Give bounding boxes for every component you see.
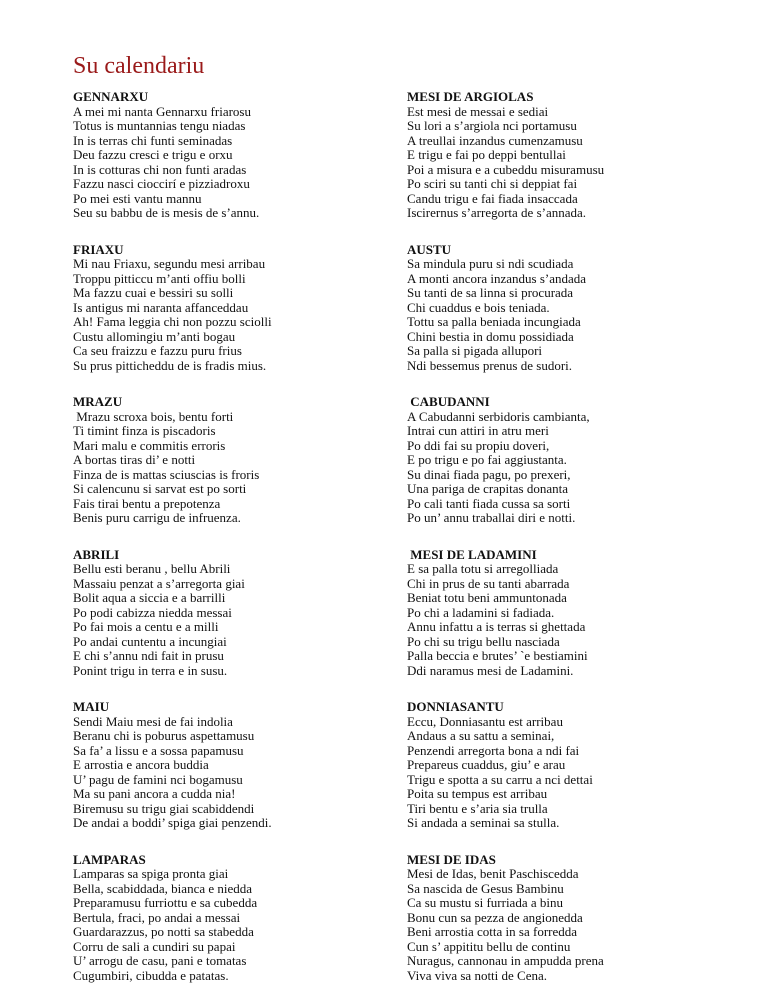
poem-line: U’ arrogu de casu, pani e tomatas: [73, 953, 247, 968]
poem-line: Custu allomingiu m’anti bogau: [73, 328, 236, 344]
poem-verse: [73, 257, 373, 373]
poem-title: MAIU: [73, 699, 110, 714]
poem-line: Su lori a s’argiola nci portamusu: [407, 118, 577, 133]
poem-section: [73, 90, 373, 221]
poem-line: Annu infattu a is terras si ghettada: [407, 619, 586, 634]
poem-verse: [407, 562, 707, 678]
poem-line: Po fai mois a centu e a milli: [73, 619, 219, 634]
poem-line: Totus is muntannias tengu niadas: [73, 118, 246, 133]
poem-verse: [407, 867, 707, 983]
poem-line: Palla beccia e brutes’ `e bestiamini: [407, 648, 588, 663]
poem-line: De andai a boddi’ spiga giai penzendi.: [73, 815, 272, 830]
poem-section: [73, 700, 373, 831]
poem-line: Beni arrostia cotta in sa forredda: [407, 924, 578, 939]
poem-line: Finza de is mattas sciuscias is froris: [73, 466, 260, 482]
poem-line: Lamparas sa spiga pronta giai: [73, 866, 229, 881]
poem-line: Benis puru carrigu de infruenza.: [73, 510, 241, 525]
poem-line: Beniat totu beni ammuntonada: [407, 590, 567, 605]
poem-line: Ah! Fama leggia chi non pozzu sciolli: [73, 314, 272, 329]
poem-line: Prepareus cuaddus, giu’ e arau: [407, 757, 566, 772]
poem-verse: [407, 257, 707, 373]
poem-line: Ndi bessemus prenus de sudori.: [407, 357, 573, 373]
poem-line: E chi s’annu ndi fait in prusu: [73, 648, 224, 663]
poem-section: [407, 243, 707, 374]
poem-line: Fazzu nasci cioccirí e pizziadroxu: [73, 176, 250, 191]
poem-line: E arrostia e ancora buddia: [73, 757, 209, 772]
poem-verse: [407, 105, 707, 221]
poem-line: Iscirernus s’arregorta de s’annada.: [407, 205, 587, 220]
poem-line: Eccu, Donniasantu est arribau: [407, 713, 563, 729]
poem-line: E po trigu e po fai aggiustanta.: [407, 452, 567, 467]
poem-line: Ma fazzu cuai e bessiri su solli: [73, 285, 234, 300]
poem-line: Si calencunu si sarvat est po sorti: [73, 481, 247, 496]
poem-line: Chi in prus de su tanti abarrada: [407, 575, 570, 591]
poem-verse: [73, 715, 373, 831]
poem-line: Ca seu fraizzu e fazzu puru frius: [73, 343, 242, 358]
poem-line: E trigu e fai po deppi bentullai: [407, 147, 566, 162]
poem-line: Po ddi fai su propiu doveri,: [407, 437, 550, 453]
poem-line: Bonu cun sa pezza de angionedda: [407, 909, 583, 925]
poem-line: Deu fazzu cresci e trigu e orxu: [73, 147, 233, 162]
poem-line: Poi a misura e a cubeddu misuramusu: [407, 161, 605, 177]
poem-line: Cun s’ appititu bellu de continu: [407, 938, 571, 954]
poem-line: Sa palla si pigada allupori: [407, 343, 543, 358]
poem-line: Biremusu su trigu giai scabiddendi: [73, 800, 255, 816]
poem-line: Massaiu penzat a s’arregorta giai: [73, 575, 245, 591]
poem-line: Ddi naramus mesi de Ladamini.: [407, 662, 574, 678]
poem-line: Intrai cun attiri in atru meri: [407, 423, 549, 438]
poem-line: Una pariga de crapitas donanta: [407, 481, 568, 496]
poem-line: Penzendi arregorta bona a ndi fai: [407, 742, 580, 758]
poem-line: Sa nascida de Gesus Bambinu: [407, 880, 564, 896]
poem-line: Chini bestia in domu possidiada: [407, 328, 574, 344]
poem-line: A treullai inzandus cumenzamusu: [407, 132, 583, 148]
poem-title: GENNARXU: [73, 89, 149, 104]
poem-line: Seu su babbu de is mesis de s’annu.: [73, 205, 260, 220]
poem-line: Mi nau Friaxu, segundu mesi arribau: [73, 256, 266, 271]
poem-line: Mesi de Idas, benit Paschiscedda: [407, 866, 579, 881]
poem-line: Mrazu scroxa bois, bentu forti: [73, 408, 234, 424]
poem-verse: [73, 410, 373, 526]
poem-title: AUSTU: [407, 241, 452, 257]
poem-line: Ti timint finza is piscadoris: [73, 423, 216, 438]
poem-line: Bellu esti beranu , bellu Abrili: [73, 561, 231, 576]
poem-line: Nuragus, cannonau in ampudda prena: [407, 953, 604, 968]
poem-line: Mari malu e commitis erroris: [73, 437, 226, 453]
poem-verse: [73, 105, 373, 221]
poem-line: Guardarazzus, po notti sa stabedda: [73, 924, 254, 939]
poem-line: Po sciri su tanti chi si deppiat fai: [407, 176, 578, 191]
poem-title: ABRILI: [73, 546, 120, 562]
poem-section: [73, 548, 373, 679]
poem-title: MESI DE ARGIOLAS: [407, 89, 534, 104]
left-column: [73, 90, 373, 983]
poem-line: Ponint trigu in terra e in susu.: [73, 662, 228, 678]
poem-line: In is terras chi funti seminadas: [73, 132, 233, 148]
poem-title: FRIAXU: [73, 241, 124, 257]
poem-line: A monti ancora inzandus s’andada: [407, 270, 587, 286]
poem-line: Fais tirai bentu a prepotenza: [73, 495, 221, 511]
poem-line: Su tanti de sa linna si procurada: [407, 285, 574, 300]
poem-verse: [407, 715, 707, 831]
poem-section: [407, 395, 707, 526]
poem-line: Cugumbiri, cibudda e patatas.: [73, 967, 229, 983]
poem-line: Ca su mustu si furriada a binu: [407, 895, 563, 910]
poem-line: Andaus a su sattu a seminai,: [407, 728, 555, 743]
poem-verse: [73, 867, 373, 983]
poem-line: Si andada a seminai sa stulla.: [407, 815, 560, 830]
poem-line: Corru de sali a cundiri su papai: [73, 938, 236, 954]
poem-line: Sa fa’ a lissu e a sossa papamusu: [73, 742, 244, 758]
poem-line: A Cabudanni serbidoris cambianta,: [407, 408, 590, 424]
poem-verse: [73, 562, 373, 678]
poem-line: Bolit aqua a siccia e a barrilli: [73, 590, 226, 605]
poem-line: Chi cuaddus e bois teniada.: [407, 299, 550, 315]
poem-line: Po podi cabizza niedda messai: [73, 604, 232, 620]
poem-line: Poita su tempus est arribau: [407, 786, 548, 801]
poem-line: A bortas tiras di’ e notti: [73, 452, 196, 467]
poem-section: [407, 90, 707, 221]
poem-line: Est mesi de messai e sediai: [407, 103, 549, 119]
poem-line: Bertula, fraci, po andai a messai: [73, 909, 241, 925]
poem-line: Po cali tanti fiada cussa sa sorti: [407, 495, 571, 511]
poem-line: Ma su pani ancora a cudda nia!: [73, 786, 236, 801]
poem-title: MESI DE IDAS: [407, 851, 496, 867]
poem-section: [407, 853, 707, 984]
poem-line: Bella, scabiddada, bianca e niedda: [73, 880, 253, 896]
poem-line: Po andai cuntentu a incungiai: [73, 633, 227, 649]
poem-section: [407, 548, 707, 679]
poem-line: Is antigus mi naranta affanceddau: [73, 299, 249, 315]
poem-title: CABUDANNI: [407, 394, 490, 409]
poem-line: Preparamusu furriottu e sa cubedda: [73, 895, 258, 910]
poem-line: Po mei esti vantu mannu: [73, 190, 202, 206]
poem-section: [73, 395, 373, 526]
poem-line: Tottu sa palla beniada incungiada: [407, 314, 581, 329]
poem-line: A mei mi nanta Gennarxu friarosu: [73, 103, 251, 119]
poem-line: Po chi su trigu bellu nasciada: [407, 633, 560, 649]
poem-line: Troppu pitticcu m’anti offiu bolli: [73, 270, 246, 286]
poem-section: [73, 853, 373, 984]
poem-line: Sendi Maiu mesi de fai indolia: [73, 713, 233, 729]
poem-line: E sa palla totu si arregolliada: [407, 561, 559, 576]
poem-title: DONNIASANTU: [407, 699, 504, 714]
poem-line: In is cotturas chi non funti aradas: [73, 161, 247, 177]
poem-line: Po un’ annu traballai diri e notti.: [407, 510, 576, 525]
poem-line: Viva viva sa notti de Cena.: [407, 967, 548, 983]
poem-line: U’ pagu de famini nci bogamusu: [73, 771, 243, 787]
poem-line: Su prus pitticheddu de is fradis mius.: [73, 357, 267, 373]
poem-line: Beranu chi is poburus aspettamusu: [73, 728, 255, 743]
poem-line: Candu trigu e fai fiada insaccada: [407, 190, 578, 206]
poem-section: [73, 243, 373, 374]
page-title: Su calendariu: [73, 53, 205, 79]
poem-title: MRAZU: [73, 394, 123, 409]
poem-line: Po chi a ladamini si fadiada.: [407, 604, 555, 620]
poem-title: LAMPARAS: [73, 851, 146, 867]
poem-section: [407, 700, 707, 831]
poem-verse: [407, 410, 707, 526]
poem-line: Trigu e spotta a su carru a nci dettai: [407, 771, 593, 787]
right-column: [407, 90, 707, 983]
poem-line: Tiri bentu e s’aria sia trulla: [407, 800, 548, 816]
poem-line: Su dinai fiada pagu, po prexeri,: [407, 466, 571, 482]
poem-title: MESI DE LADAMINI: [407, 546, 537, 562]
poem-line: Sa mindula puru si ndi scudiada: [407, 256, 574, 271]
